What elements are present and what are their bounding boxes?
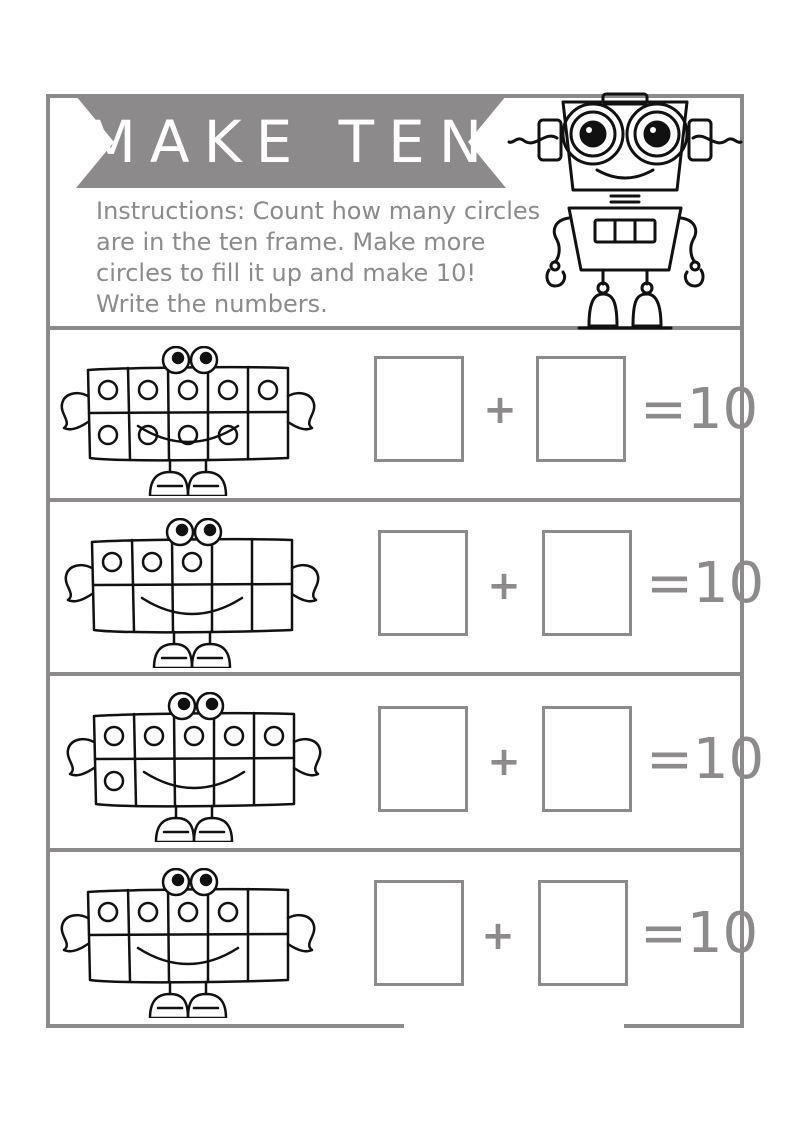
plus-sign: + [487, 739, 521, 785]
problem-row-1 [50, 330, 759, 500]
title-banner [76, 96, 506, 188]
answer-box-count[interactable] [374, 356, 464, 462]
equals-ten-label: =10 [646, 727, 765, 792]
equals-ten-label: =10 [640, 377, 759, 442]
problem-row-4 [50, 852, 759, 1022]
instructions-text: Instructions: Count how many circles are in the ten frame. Make more circles to fill it up and make 10! Write the numbers. [96, 197, 541, 318]
answer-box-more[interactable] [536, 356, 626, 462]
problem-row-3 [50, 676, 765, 846]
equals-ten-label: =10 [640, 901, 759, 966]
ten-frame-monster [62, 518, 322, 668]
frame-bottom-right-border [624, 1024, 744, 1028]
ten-frame-monster [58, 868, 318, 1018]
answer-box-more[interactable] [542, 530, 632, 636]
frame-bottom-left-border [46, 1024, 404, 1028]
plus-sign: + [481, 913, 515, 959]
plus-sign: + [487, 563, 521, 609]
ten-frame-monster [64, 692, 324, 842]
answer-box-count[interactable] [378, 530, 468, 636]
answer-box-more[interactable] [538, 880, 628, 986]
answer-box-more[interactable] [542, 706, 632, 812]
answer-box-count[interactable] [378, 706, 468, 812]
robot-illustration [505, 90, 745, 330]
page-title: MAKE TEN [85, 108, 497, 176]
answer-box-count[interactable] [374, 880, 464, 986]
equals-ten-label: =10 [646, 551, 765, 616]
plus-sign: + [483, 387, 517, 433]
problem-row-2 [50, 502, 765, 672]
ten-frame-monster [58, 346, 318, 496]
